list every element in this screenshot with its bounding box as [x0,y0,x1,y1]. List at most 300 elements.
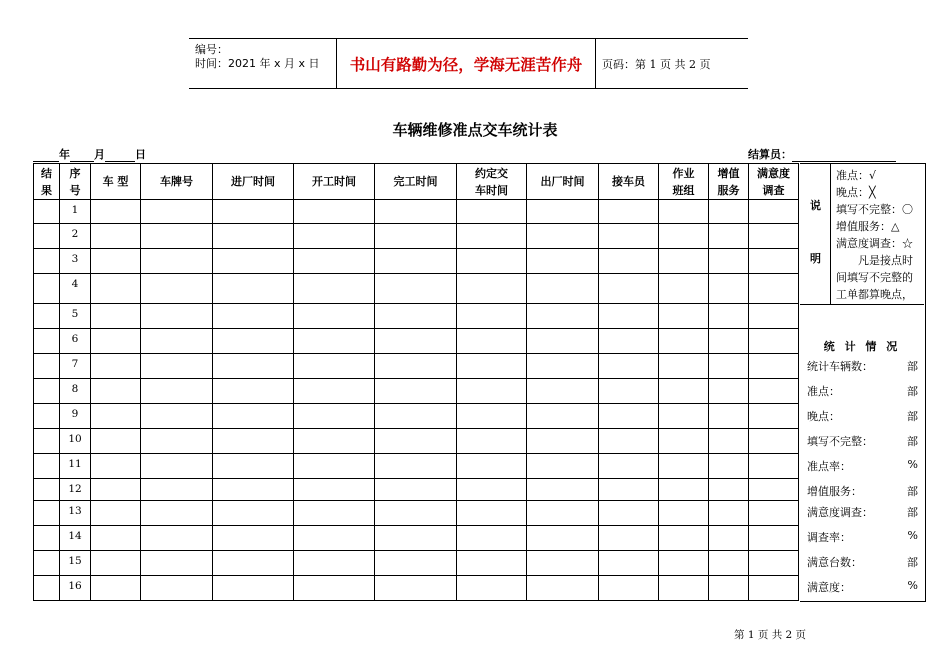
stat-label: 准点率： [807,460,851,473]
table-cell [457,551,527,576]
stat-unit: 部 [907,385,918,398]
row-number: 16 [60,576,91,601]
column-header [294,164,375,200]
table-cell [457,479,527,501]
stat-label: 填写不完整： [807,435,873,448]
table-cell [599,379,659,404]
table-cell [91,354,141,379]
table-cell [34,454,60,479]
table-cell [213,274,294,304]
table-row [34,526,799,551]
table-row [34,224,799,249]
table-cell [213,454,294,479]
table-cell [141,479,213,501]
table-cell [749,274,799,304]
table-cell [749,429,799,454]
legend-line: 填写不完整：〇 [836,203,913,216]
table-cell [294,576,375,601]
table-cell [141,200,213,224]
table-cell [599,249,659,274]
table-cell [141,354,213,379]
table-cell [749,526,799,551]
stat-label: 增值服务： [807,485,862,498]
table-cell [659,224,709,249]
column-header [749,164,799,200]
legend-line: 晚点：╳ [836,186,876,199]
table-cell [375,429,457,454]
column-header-text: 进厂时间 [231,175,275,188]
table-cell [709,526,749,551]
table-row [34,404,799,429]
table-cell [91,526,141,551]
column-header-text: 结 [41,166,52,180]
table-cell [709,304,749,329]
table-cell [709,379,749,404]
table-cell [749,576,799,601]
table-cell [659,379,709,404]
stat-unit: 部 [907,556,918,569]
column-header-text: 车 型 [102,175,129,188]
column-header [659,164,709,200]
column-header [91,164,141,200]
table-cell [599,274,659,304]
table-cell [91,249,141,274]
column-header [34,164,60,200]
table-cell [457,354,527,379]
row-number: 15 [60,551,91,576]
stat-unit: 部 [907,360,918,373]
table-cell [599,304,659,329]
table-cell [709,404,749,429]
table-row [34,551,799,576]
legend-line: 间填写不完整的 [836,271,913,284]
stat-item [807,579,918,595]
table-cell [527,404,599,429]
stat-label: 统计车辆数： [807,360,873,373]
date-line [33,146,146,162]
table-cell [34,249,60,274]
table-cell [141,224,213,249]
table-cell [141,551,213,576]
table-cell [34,329,60,354]
table-cell [659,429,709,454]
row-number: 3 [60,249,91,274]
table-cell [749,304,799,329]
table-cell [749,551,799,576]
table-cell [294,304,375,329]
table-cell [375,304,457,329]
table-cell [599,576,659,601]
table-cell [213,224,294,249]
table-cell [141,429,213,454]
table-cell [527,479,599,501]
table-cell [213,429,294,454]
table-cell [527,329,599,354]
statistics-table [33,163,799,601]
legend-line: 凡是接点时 [836,254,913,267]
row-number: 5 [60,304,91,329]
row-number: 9 [60,404,91,429]
table-cell [599,479,659,501]
legend-box [800,164,924,305]
table-cell [213,329,294,354]
table-cell [527,454,599,479]
stat-item [807,433,918,449]
table-cell [34,501,60,526]
table-cell [213,501,294,526]
row-number: 7 [60,354,91,379]
table-cell [91,404,141,429]
table-cell [294,479,375,501]
row-number: 8 [60,379,91,404]
column-header [213,164,294,200]
table-cell [527,224,599,249]
table-cell [375,501,457,526]
table-cell [709,329,749,354]
stat-unit: 部 [907,410,918,423]
table-cell [527,354,599,379]
table-cell [749,454,799,479]
table-cell [375,200,457,224]
table-cell [34,354,60,379]
table-cell [294,274,375,304]
table-row [34,454,799,479]
table-cell [659,551,709,576]
table-cell [457,379,527,404]
motto-text: 书山有路勤为径，学海无涯苦作舟 [337,39,596,88]
row-number: 14 [60,526,91,551]
table-row [34,249,799,274]
legend-line: 满意度调查：☆ [836,237,913,250]
table-cell [527,304,599,329]
table-cell [599,551,659,576]
column-header-text: 接车员 [612,175,645,188]
table-row [34,274,799,304]
table-cell [599,200,659,224]
column-header-text: 开工时间 [312,175,356,188]
table-cell [659,501,709,526]
table-cell [749,224,799,249]
column-header-text: 约定交 [475,166,508,180]
table-cell [294,200,375,224]
legend-label: 说 明 [800,164,831,304]
table-cell [34,404,60,429]
table-cell [375,576,457,601]
table-cell [749,329,799,354]
table-cell [375,526,457,551]
column-header [141,164,213,200]
column-header-text: 作业 [672,166,695,180]
table-cell [749,379,799,404]
table-row [34,576,799,601]
stat-label: 调查率： [807,531,851,544]
table-cell [527,551,599,576]
table-cell [527,379,599,404]
table-cell [599,329,659,354]
table-cell [709,200,749,224]
table-cell [709,576,749,601]
table-cell [34,551,60,576]
table-cell [294,329,375,354]
table-cell [457,429,527,454]
year-label: 年 [59,148,70,161]
table-cell [709,354,749,379]
settle-label: 结算员： [748,148,792,161]
table-cell [599,454,659,479]
stat-unit: 部 [907,435,918,448]
table-cell [659,354,709,379]
table-cell [141,274,213,304]
stat-item [807,408,918,424]
table-cell [709,454,749,479]
column-header-text: 出厂时间 [540,175,585,188]
table-cell [659,526,709,551]
table-cell [294,404,375,429]
table-row [34,354,799,379]
table-cell [659,249,709,274]
table-cell [375,249,457,274]
table-cell [599,224,659,249]
settle-blank [792,149,896,162]
table-cell [457,224,527,249]
table-cell [91,329,141,354]
table-cell [213,576,294,601]
stat-unit: 部 [907,506,918,519]
table-cell [213,479,294,501]
table-cell [213,249,294,274]
table-cell [34,479,60,501]
table-cell [375,454,457,479]
table-cell [375,551,457,576]
table-cell [749,200,799,224]
table-cell [457,329,527,354]
column-header [375,164,457,200]
table-cell [599,526,659,551]
table-cell [527,576,599,601]
table-row [34,429,799,454]
table-cell [599,501,659,526]
table-cell [34,526,60,551]
table-cell [457,200,527,224]
column-header [599,164,659,200]
stat-label: 满意度调查： [807,506,873,519]
legend-line: 工单都算晚点， [836,288,913,301]
table-cell [294,526,375,551]
stat-item [807,383,918,399]
table-cell [294,454,375,479]
column-header-text: 服务 [717,183,740,197]
table-cell [457,526,527,551]
column-header-text: 调查 [762,183,785,197]
table-cell [709,479,749,501]
table-cell [141,329,213,354]
table-cell [659,274,709,304]
stat-unit: % [907,529,918,542]
table-row [34,379,799,404]
table-cell [34,429,60,454]
table-cell [34,224,60,249]
table-cell [294,501,375,526]
month-label: 月 [94,148,105,161]
legend-line: 准点：√ [836,169,877,182]
legend-line: 增值服务：△ [836,220,900,233]
table-cell [91,304,141,329]
table-cell [294,249,375,274]
table-cell [457,404,527,429]
table-cell [527,249,599,274]
table-cell [375,274,457,304]
table-cell [709,551,749,576]
table-cell [34,304,60,329]
stat-item [807,529,918,545]
table-cell [457,501,527,526]
table-cell [659,479,709,501]
column-header-text: 车牌号 [160,175,193,188]
header-meta-cell [189,39,337,88]
stat-item [807,554,918,570]
stat-unit: % [907,458,918,471]
stat-unit: % [907,579,918,592]
table-cell [527,274,599,304]
table-cell [141,404,213,429]
table-cell [659,404,709,429]
table-cell [213,200,294,224]
table-cell [294,224,375,249]
row-number: 13 [60,501,91,526]
table-cell [213,379,294,404]
stat-label: 准点： [807,385,840,398]
table-cell [709,249,749,274]
table-cell [599,354,659,379]
column-header-text: 完工时间 [393,175,438,188]
table-cell [659,454,709,479]
page-title: 车辆维修准点交车统计表 [392,121,558,139]
stat-item [807,483,918,499]
table-cell [457,576,527,601]
table-cell [91,274,141,304]
table-cell [375,329,457,354]
table-cell [709,224,749,249]
table-cell [34,274,60,304]
table-cell [91,479,141,501]
table-row [34,200,799,224]
column-header-text: 车时间 [475,183,508,197]
table-row [34,329,799,354]
table-cell [457,249,527,274]
table-cell [375,379,457,404]
table-cell [527,200,599,224]
table-cell [91,551,141,576]
table-cell [91,379,141,404]
table-row [34,479,799,501]
table-cell [213,404,294,429]
table-header-row [34,164,799,200]
table-cell [213,526,294,551]
table-cell [375,224,457,249]
stat-item [807,504,918,520]
table-cell [91,200,141,224]
table-cell [659,200,709,224]
stat-label: 晚点： [807,410,840,423]
row-number: 10 [60,429,91,454]
table-row [34,501,799,526]
page-footer: 第 1 页 共 2 页 [734,629,807,641]
column-header [60,164,91,200]
table-cell [599,429,659,454]
table-cell [91,429,141,454]
page-label: 页码：第 1 页 共 2 页 [602,57,711,71]
stat-item [807,358,918,374]
time-label: 时间：2021 年 x 月 x 日 [195,57,320,70]
table-cell [141,249,213,274]
stat-label: 满意台数： [807,556,862,569]
table-cell [91,224,141,249]
table-cell [34,379,60,404]
table-cell [375,404,457,429]
table-cell [141,304,213,329]
row-number: 4 [60,274,91,304]
column-header [527,164,599,200]
table-cell [34,576,60,601]
row-number: 12 [60,479,91,501]
table-cell [34,200,60,224]
column-header-text: 号 [69,183,81,197]
column-header-text: 班组 [672,183,695,197]
table-cell [141,379,213,404]
table-cell [659,304,709,329]
table-cell [599,404,659,429]
table-cell [749,479,799,501]
stat-unit: 部 [907,485,918,498]
row-number: 2 [60,224,91,249]
table-cell [527,526,599,551]
row-number: 6 [60,329,91,354]
table-row [34,304,799,329]
table-cell [659,576,709,601]
row-number: 11 [60,454,91,479]
day-label: 日 [135,148,146,161]
column-header-text: 增值 [717,166,740,180]
table-cell [659,329,709,354]
table-cell [294,551,375,576]
table-cell [91,501,141,526]
table-cell [709,501,749,526]
settlement-clerk [748,146,896,162]
table-cell [527,501,599,526]
column-header [457,164,527,200]
table-cell [709,274,749,304]
side-panel [800,163,926,602]
table-cell [141,501,213,526]
table-cell [749,354,799,379]
row-number: 1 [60,200,91,224]
table-cell [457,304,527,329]
stats-heading: 统 计 情 况 [823,340,901,353]
table-cell [709,429,749,454]
table-cell [375,479,457,501]
table-cell [749,404,799,429]
table-cell [91,576,141,601]
column-header-text: 果 [41,183,52,197]
number-label: 编号： [195,43,228,56]
table-cell [527,429,599,454]
table-cell [457,454,527,479]
column-header-text: 满意度 [757,166,790,180]
table-cell [749,249,799,274]
table-cell [294,354,375,379]
stat-label: 满意度： [807,581,851,594]
column-header [709,164,749,200]
